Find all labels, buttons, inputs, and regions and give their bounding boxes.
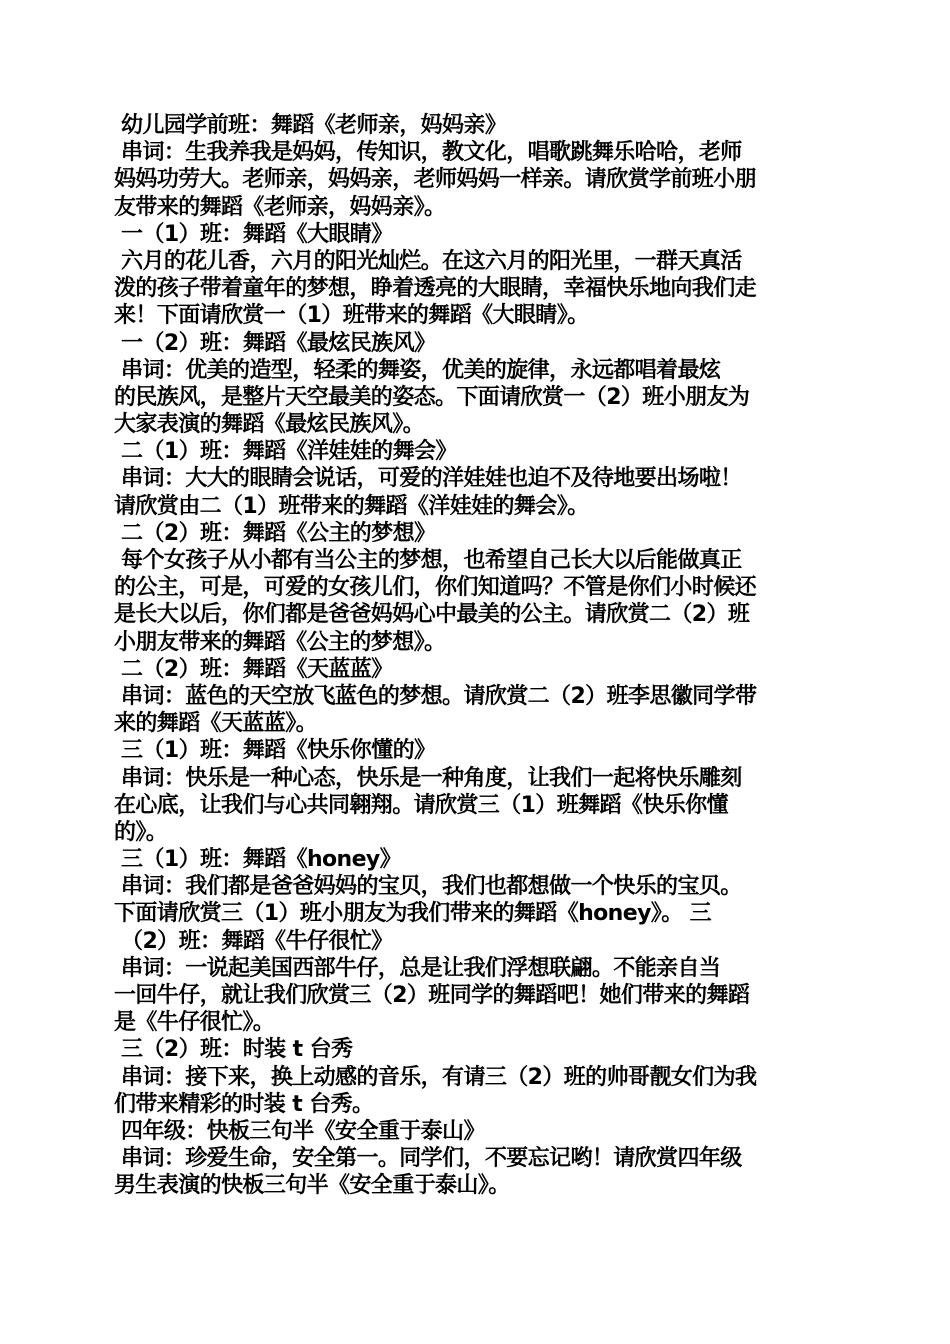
text-line: 串词：蓝色的天空放飞蓝色的梦想。请欣赏二（2）班李思徽同学带 bbox=[114, 683, 757, 709]
text-line: 友带来的舞蹈《老师亲，妈妈亲》。 bbox=[114, 194, 446, 220]
text-line: 的民族风，是整片天空最美的姿态。下面请欣赏一（2）班小朋友为 bbox=[114, 384, 750, 410]
text-line: 串词：优美的造型，轻柔的舞姿，优美的旋律，永远都唱着最炫 bbox=[114, 357, 721, 383]
text-line: 请欣赏由二（1）班带来的舞蹈《洋娃娃的舞会》。 bbox=[114, 493, 589, 519]
text-line: 一回牛仔，就让我们欣赏三（2）班同学的舞蹈吧！她们带来的舞蹈 bbox=[114, 983, 750, 1008]
text-line: （2）班：舞蹈《牛仔很忙》 bbox=[114, 928, 393, 954]
text-line: 的公主，可是，可爱的女孩儿们，你们知道吗？不管是你们小时候还 bbox=[114, 575, 757, 601]
text-line: 串词：快乐是一种心态，快乐是一种角度，让我们一起将快乐雕刻 bbox=[114, 765, 742, 791]
text-line: 小朋友带来的舞蹈《公主的梦想》。 bbox=[114, 629, 446, 655]
text-line: 三（1）班：舞蹈《honey》 bbox=[114, 847, 402, 873]
text-line: 串词：我们都是爸爸妈妈的宝贝，我们也都想做一个快乐的宝贝。 bbox=[114, 874, 742, 900]
text-line: 男生表演的快板三句半《安全重于泰山》。 bbox=[114, 1173, 510, 1199]
text-line: 串词：一说起美国西部牛仔，总是让我们浮想联翩。不能亲自当 bbox=[114, 955, 721, 981]
text-line: 们带来精彩的时装 t 台秀。 bbox=[114, 1091, 374, 1117]
text-line: 三（1）班：舞蹈《快乐你懂的》 bbox=[114, 738, 436, 764]
text-line: 的》。 bbox=[114, 819, 168, 845]
text-line: 下面请欣赏三（1）班小朋友为我们带来的舞蹈《honey》。 三 bbox=[114, 901, 712, 927]
text-line: 串词：生我养我是妈妈，传知识，教文化，唱歌跳舞乐哈哈，老师 bbox=[114, 140, 742, 166]
text-line: 一（2）班：舞蹈《最炫民族风》 bbox=[114, 330, 436, 356]
text-line: 六月的花儿香，六月的阳光灿烂。在这六月的阳光里，一群天真活 bbox=[114, 248, 742, 274]
text-line: 来的舞蹈《天蓝蓝》。 bbox=[114, 711, 318, 737]
text-line: 妈妈功劳大。老师亲，妈妈亲，老师妈妈一样亲。请欣赏学前班小朋 bbox=[114, 167, 757, 193]
text-line: 是长大以后，你们都是爸爸妈妈心中最美的公主。请欣赏二（2）班 bbox=[114, 602, 750, 628]
text-line: 二（1）班：舞蹈《洋娃娃的舞会》 bbox=[114, 439, 457, 465]
text-line: 来！下面请欣赏一（1）班带来的舞蹈《大眼睛》。 bbox=[114, 303, 589, 329]
document-body bbox=[114, 112, 836, 1200]
text-line: 二（2）班：舞蹈《天蓝蓝》 bbox=[114, 656, 393, 682]
text-line: 泼的孩子带着童年的梦想，睁着透亮的大眼睛，幸福快乐地向我们走 bbox=[114, 276, 757, 302]
text-line: 大家表演的舞蹈《最炫民族风》。 bbox=[114, 412, 425, 438]
text-line: 二（2）班：舞蹈《公主的梦想》 bbox=[114, 520, 436, 546]
text-line: 在心底，让我们与心共同翱翔。请欣赏三（1）班舞蹈《快乐你懂 bbox=[114, 792, 728, 818]
text-line: 三（2）班：时装 t 台秀 bbox=[114, 1037, 353, 1063]
text-line: 串词：大大的眼睛会说话，可爱的洋娃娃也迫不及待地要出场啦！ bbox=[114, 466, 742, 492]
text-line: 一（1）班：舞蹈《大眼睛》 bbox=[114, 221, 393, 247]
text-line: 串词：接下来，换上动感的音乐，有请三（2）班的帅哥靓女们为我 bbox=[114, 1064, 757, 1090]
text-line: 四年级：快板三句半《安全重于泰山》 bbox=[114, 1118, 485, 1144]
text-line: 每个女孩子从小都有当公主的梦想，也希望自己长大以后能做真正 bbox=[114, 548, 742, 573]
text-line: 幼儿园学前班：舞蹈《老师亲，妈妈亲》 bbox=[114, 113, 507, 138]
text-line: 串词：珍爱生命，安全第一。同学们，不要忘记哟！请欣赏四年级 bbox=[114, 1146, 742, 1172]
text-line: 是《牛仔很忙》。 bbox=[114, 1010, 275, 1036]
